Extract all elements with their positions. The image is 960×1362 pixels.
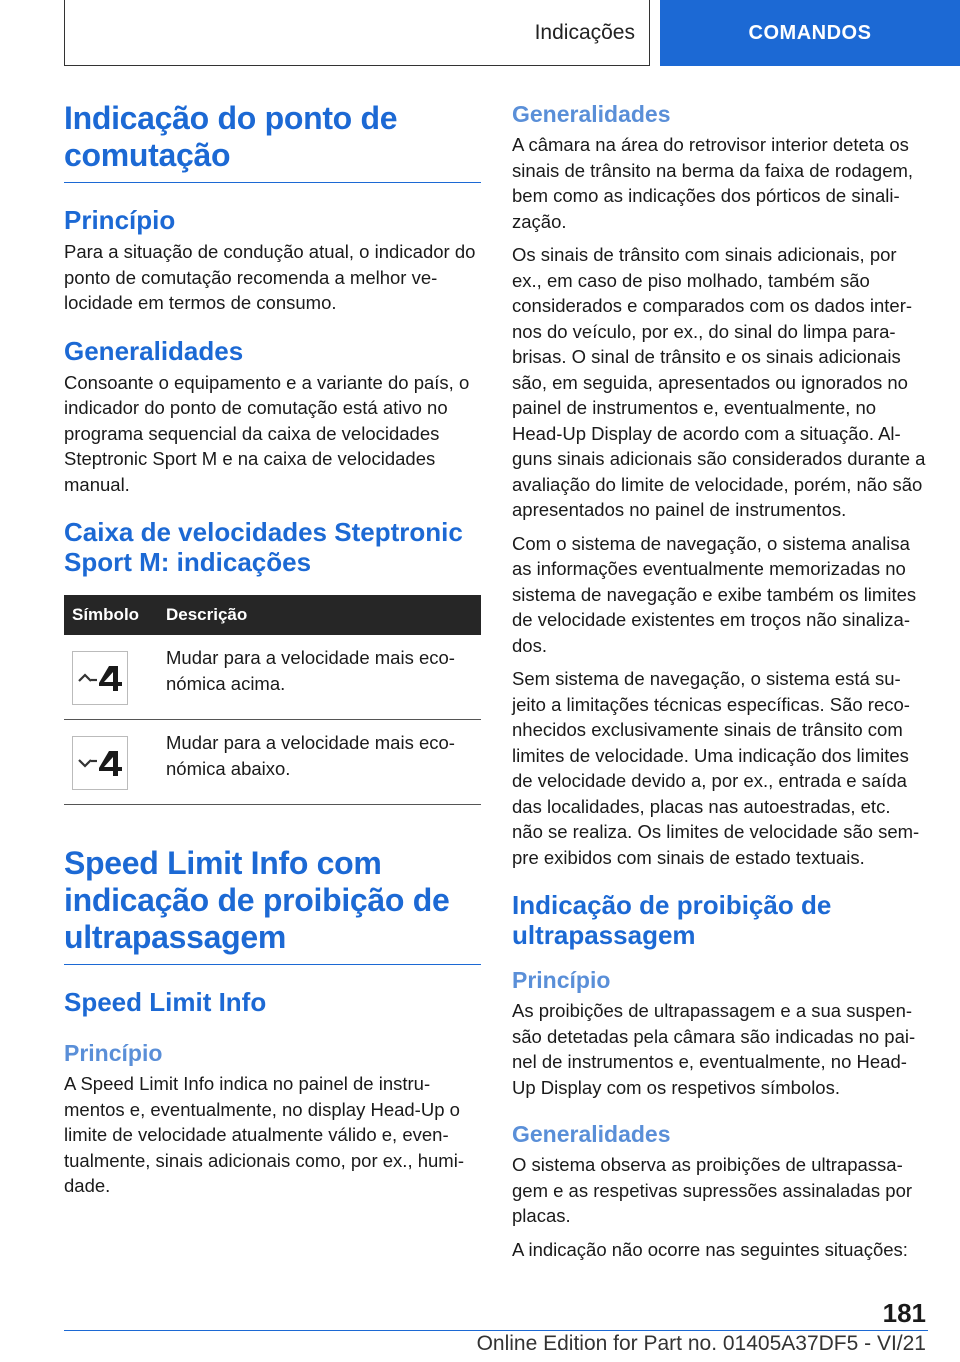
section-label: Indicações bbox=[534, 20, 635, 44]
description-cell: Mudar para a velocidade mais económica abaixo. bbox=[158, 720, 481, 805]
right-column bbox=[512, 100, 926, 1270]
section-heading: Indicação do ponto de comutação bbox=[64, 100, 398, 173]
subheading: Caixa de velocidades Steptronic Sport M: indicações bbox=[64, 517, 463, 577]
paragraph: O sistema observa as proibições de ultrapassagem e as respetivas supressões assinaladas por placas. bbox=[512, 1154, 913, 1226]
symbol-table bbox=[64, 595, 481, 805]
heading-block bbox=[64, 845, 481, 965]
paragraph: Para a situação de condução atual, o indicador do ponto de comutação recomenda a melhor velocidade em termos de consumo. bbox=[64, 241, 476, 313]
left-column bbox=[64, 100, 481, 1207]
paragraph: A indicação não ocorre nas seguintes situações: bbox=[512, 1238, 908, 1260]
column-header: Símbolo bbox=[64, 595, 158, 635]
paragraph: Sem sistema de navegação, o sistema está sujeito a limitações técnicas específicas. São reconhecidos exclusivamente sinais de trânsito com limites de velocidade. Uma indicação dos limites de velocidade devido a, por ex., entrada e saída das localidades, placas nas autoestradas, etc. não se realiza. Os limites de velocidade são sempre exibidos com sinais de estado textuais. bbox=[512, 668, 920, 868]
minor-heading: Princípio bbox=[512, 967, 611, 993]
symbol-cell bbox=[64, 720, 158, 805]
paragraph: A câmara na área do retrovisor interior deteta os sinais de trânsito na berma da faixa de rodagem, bem como as indicações dos pórticos de sinalização. bbox=[512, 134, 914, 232]
table-row bbox=[64, 635, 481, 720]
section-tab[interactable] bbox=[64, 0, 650, 66]
subheading: Speed Limit Info bbox=[64, 987, 267, 1017]
minor-heading: Generalidades bbox=[512, 1121, 671, 1147]
gear-down-4-icon bbox=[72, 736, 128, 790]
heading-block bbox=[64, 100, 481, 183]
subheading: Generalidades bbox=[64, 335, 244, 366]
paragraph: Consoante o equipamento e a variante do país, o indicador do ponto de comutação está ativo no programa sequencial da caixa de velocidades Steptronic Sport M e na caixa de velocidades manual. bbox=[64, 371, 470, 495]
minor-heading: Generalidades bbox=[512, 101, 671, 127]
chapter-label: COMANDOS bbox=[748, 21, 872, 44]
table-row bbox=[64, 720, 481, 805]
description-cell: Mudar para a velocidade mais económica acima. bbox=[158, 635, 481, 720]
paragraph: Os sinais de trânsito com sinais adicionais, por ex., em caso de piso molhado, também são considerados e comparados com os dados internos do veículo, por ex., do sinal do limpa para-brisas. O sinal de trânsito e os sinais adicionais são, em seguida, apresentados ou ignorados no painel de instrumentos e, eventualmente, no Head-Up Display de acordo com a situação. Alguns sinais adicionais são considerados durante a avaliação do limite de velocidade, porém, não são apresentados no painel de instrumentos. bbox=[512, 244, 926, 520]
symbol-cell bbox=[64, 635, 158, 720]
footer-divider bbox=[64, 1330, 928, 1331]
minor-heading: Princípio bbox=[64, 1040, 163, 1066]
gear-up-4-icon bbox=[72, 651, 128, 705]
column-header: Descrição bbox=[158, 595, 481, 635]
paragraph: As proibições de ultrapassagem e a sua suspensão detetadas pela câmara são indicadas no painel de instrumentos e, eventualmente, no Head-Up Display com os respetivos símbolos. bbox=[512, 1000, 916, 1098]
paragraph: A Speed Limit Info indica no painel de instrumentos e, eventualmente, no display Head-Up o limite de velocidade atualmente válido e, eventualmente, sinais adicionais como, por ex., humidade. bbox=[64, 1073, 465, 1196]
table-header-row bbox=[64, 595, 481, 635]
paragraph: Com o sistema de navegação, o sistema analisa as informações eventualmente memorizadas no sistema de navegação e exibe também os limites de velocidade existentes em troços não sinalizados. bbox=[512, 532, 917, 656]
section-heading: Speed Limit Info com indicação de proibição de ultrapassagem bbox=[64, 845, 450, 955]
page-header bbox=[0, 0, 960, 66]
chapter-tab[interactable] bbox=[660, 0, 960, 66]
subheading: Indicação de proibição de ultrapassagem bbox=[512, 890, 832, 950]
page-number: 181 bbox=[882, 1298, 926, 1328]
edition-note: Online Edition for Part no. 01405A37DF5 - VI/21 bbox=[476, 1332, 926, 1355]
subheading: Princípio bbox=[64, 205, 176, 235]
